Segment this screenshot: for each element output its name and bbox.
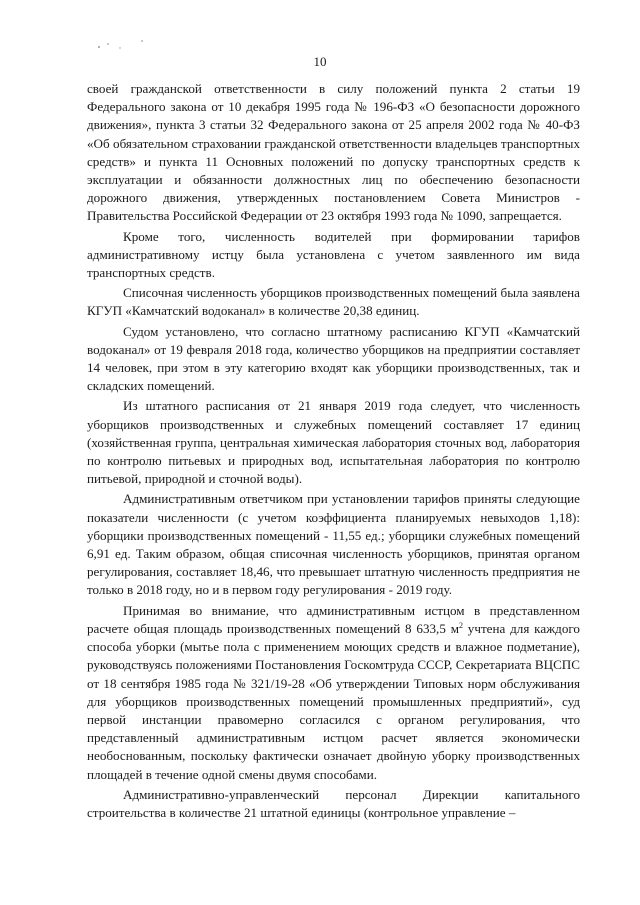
paragraph-7-text-before: Принимая во внимание, что административным истцом в представленном расчете общая площадь производственных помещений 8 633,5 м	[87, 602, 580, 636]
body-text	[87, 80, 580, 822]
paragraph-2: Кроме того, численность водителей при формировании тарифов административному истцу была установлена с учетом заявленного им вида транспортных средств.	[87, 228, 580, 281]
paragraph-6: Административным ответчиком при установлении тарифов приняты следующие показатели численности (с учетом коэффициента планируемых невыходов 1,18): уборщики производственных помещений - 11,55 ед.; уборщики служебных помещений 6,91 ед. Таким образом, общая списочная численность уборщиков, принятая органом регулирования, составляет 18,46, что превышает штатную численность предприятия не только в 2018 году, но и в первом году регулирования - 2019 году.	[87, 491, 580, 598]
paragraph-7	[87, 602, 580, 784]
paragraph-1: своей гражданской ответственности в силу положений пункта 2 статьи 19 Федерального закона от 10 декабря 1995 года № 196-ФЗ «О безопасности дорожного движения», пункта 3 статьи 32 Федерального закона от 25 апреля 2002 года № 40-ФЗ «Об обязательном страховании гражданской ответственности владельцев транспортных средств» и пункта 11 Основных положений по допуску транспортных средств к эксплуатации и обязанности должностных лиц по обеспечению безопасности дорожного движения, утвержденных постановлением Совета Министров - Правительства Российской Федерации от 23 октября 1993 года № 1090, запрещается.	[87, 81, 580, 224]
page-number: 10	[313, 54, 327, 69]
paragraph-8: Административно-управленческий персонал Дирекции капитального строительства в количестве 21 штатной единицы (контрольное управление –	[87, 786, 580, 820]
paragraph-5: Из штатного расписания от 21 января 2019 года следует, что численность уборщиков производственных и служебных помещений составляет 17 единиц (хозяйственная группа, центральная химическая лаборатория сточных вод, лаборатория по контролю питьевых и природных вод, испытательная лаборатория по контролю питьевой, природной и сточной воды).	[87, 398, 580, 487]
paragraph-4: Судом установлено, что согласно штатному расписанию КГУП «Камчатский водоканал» от 19 февраля 2018 года, количество уборщиков на предприятии составляет 14 человек, при этом в эту категорию входят как уборщики производственных, так и складских помещений.	[87, 323, 580, 394]
paragraph-3: Списочная численность уборщиков производственных помещений была заявлена КГУП «Камчатский водоканал» в количестве 20,38 единиц.	[87, 285, 580, 319]
square-meter-superscript: 2	[458, 620, 463, 630]
paragraph-7-text-after: учтена для каждого способа уборки (мытье пола с применением моющих средств и влажное подметание), руководствуясь положениями Постановления Госкомтруда СССР, Секретариата ВЦСПС от 18 сентября 1985 года № 321/19-28 «Об утверждении Типовых норм обслуживания для уборщиков производственных помещений промышленных предприятий», суд первой инстанции правомерно согласился с органом регулирования, что представленный административным истцом расчет является экономически необоснованным, поскольку фактически означает двойную уборку производственных площадей в течение одной смены двумя способами.	[87, 620, 580, 782]
scan-speck-marks	[96, 38, 156, 52]
